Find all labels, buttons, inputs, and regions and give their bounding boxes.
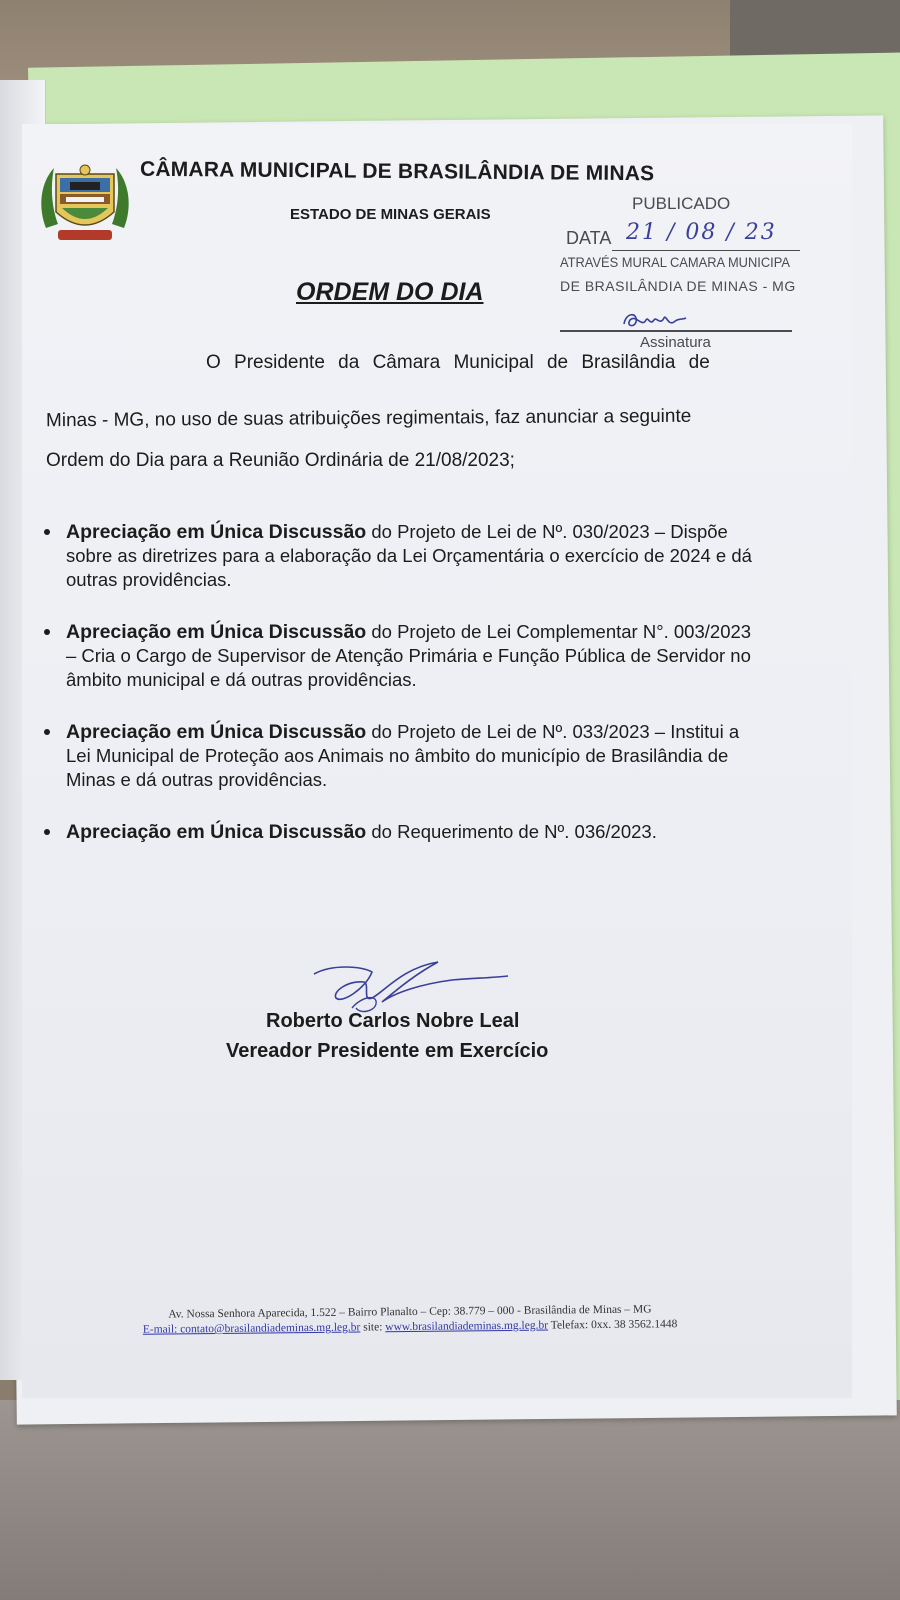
- bullet-icon: [44, 829, 50, 835]
- footer-email-link[interactable]: E-mail: contato@brasilandiademinas.mg.leg.br: [142, 1321, 361, 1336]
- agenda-item-text: do Projeto de Lei de Nº. 030/2023 – Dispõe sobre as diretrizes para a elaboração da Lei Orçamentária o exercício de 2024 e dá outras providências.: [66, 521, 752, 590]
- agenda-item: [44, 620, 764, 692]
- stamp-mural-line: ATRAVÉS MURAL CAMARA MUNICIPA: [560, 254, 790, 270]
- agenda-item-text: do Projeto de Lei Complementar N°. 003/2023 – Cria o Cargo de Supervisor de Atenção Primária e Função Pública de Servidor no âmbito municipal e dá outras providências.: [66, 621, 752, 690]
- chamber-title: CÂMARA MUNICIPAL DE BRASILÂNDIA DE MINAS: [139, 157, 655, 186]
- agenda-item: [44, 820, 764, 844]
- intro-line-3: Ordem do Dia para a Reunião Ordinária de 21/08/2023;: [46, 450, 515, 471]
- stamp-city-line: DE BRASILÂNDIA DE MINAS - MG: [560, 278, 796, 294]
- stamp-date-value: 21 / 08 / 23: [626, 220, 777, 245]
- stamp-published-label: PUBLICADO: [632, 194, 731, 213]
- footer-site-label: site:: [363, 1321, 383, 1334]
- stamp-date-label: DATA: [566, 228, 612, 248]
- municipal-crest-icon: [36, 158, 134, 246]
- stamp-date-underline: [612, 250, 800, 251]
- footer-contacts: [110, 1318, 710, 1336]
- signer-name: Roberto Carlos Nobre Leal: [266, 1010, 520, 1032]
- footer-site-link[interactable]: www.brasilandiademinas.mg.leg.br: [385, 1319, 549, 1334]
- publication-stamp: [560, 194, 805, 354]
- intro-line-1: O Presidente da Câmara Municipal de Brasilândia de: [206, 352, 710, 373]
- agenda-item-lead: Apreciação em Única Discussão: [66, 521, 367, 543]
- agenda-item-lead: Apreciação em Única Discussão: [66, 821, 367, 843]
- page-footer: [110, 1303, 710, 1336]
- footer-address: Av. Nossa Senhora Aparecida, 1.522 – Bairro Planalto – Cep: 38.779 – 000 - Brasilândia de Minas – MG: [168, 1303, 652, 1321]
- agenda-list: [44, 520, 764, 872]
- bullet-icon: [44, 629, 50, 635]
- intro-line-2: Minas - MG, no uso de suas atribuições regimentais, faz anunciar a seguinte: [45, 405, 692, 432]
- stamp-signature-line: [560, 330, 792, 332]
- agenda-item: [44, 720, 764, 792]
- agenda-item-text: do Projeto de Lei de Nº. 033/2023 – Institui a Lei Municipal de Proteção aos Animais no âmbito do município de Brasilândia de Minas e dá outras providências.: [66, 721, 740, 790]
- agenda-item-text: do Requerimento de Nº. 036/2023.: [366, 821, 657, 842]
- bullet-icon: [44, 729, 50, 735]
- footer-phone: Telefax: 0xx. 38 3562.1448: [550, 1318, 678, 1332]
- stamp-handwritten-signature: [620, 306, 690, 332]
- signer-role: Vereador Presidente em Exercício: [226, 1040, 549, 1062]
- bullet-icon: [44, 529, 50, 535]
- agenda-item-lead: Apreciação em Única Discussão: [66, 721, 367, 743]
- agenda-item: [44, 520, 764, 592]
- state-subtitle: ESTADO DE MINAS GERAIS: [290, 206, 491, 223]
- stamp-signature-label: Assinatura: [640, 334, 711, 351]
- document-title: ORDEM DO DIA: [296, 278, 484, 306]
- agenda-item-lead: Apreciação em Única Discussão: [66, 621, 367, 643]
